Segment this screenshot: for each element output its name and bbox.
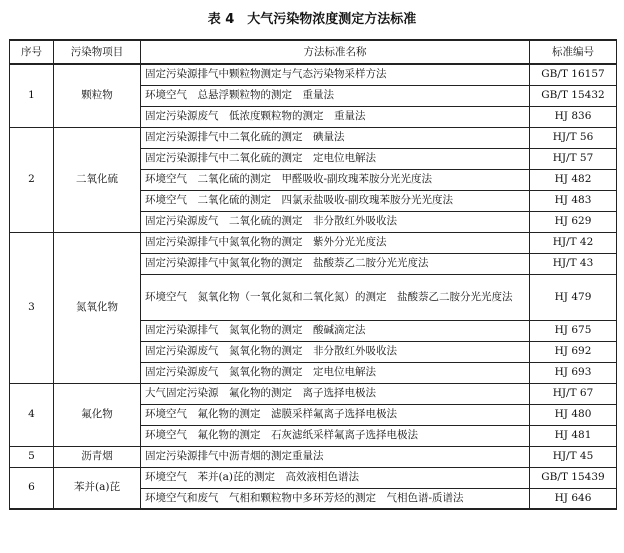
code-cell: HJ 483 <box>530 190 617 211</box>
code-cell: HJ/T 43 <box>530 253 617 274</box>
method-cell: 固定污染源排气 氮氧化物的测定 酸碱滴定法 <box>141 320 530 341</box>
method-cell: 固定污染源排气中沥青烟的测定重量法 <box>141 446 530 467</box>
table-row <box>10 232 617 253</box>
method-cell: 大气固定污染源 氟化物的测定 离子选择电极法 <box>141 383 530 404</box>
method-cell: 固定污染源废气 氮氧化物的测定 定电位电解法 <box>141 362 530 383</box>
table-header <box>10 40 617 64</box>
method-cell: 固定污染源废气 二氧化硫的测定 非分散红外吸收法 <box>141 211 530 232</box>
method-cell: 环境空气 二氧化硫的测定 四氯汞盐吸收-副玫瑰苯胺分光光度法 <box>141 190 530 211</box>
pollutant-cell: 沥青烟 <box>54 446 141 467</box>
pollutant-cell: 颗粒物 <box>54 64 141 127</box>
code-cell: HJ/T 45 <box>530 446 617 467</box>
standards-table <box>9 39 617 510</box>
method-cell: 环境空气 总悬浮颗粒物的测定 重量法 <box>141 85 530 106</box>
col-header-pollutant: 污染物项目 <box>54 40 141 64</box>
table-row <box>10 383 617 404</box>
code-cell: HJ/T 42 <box>530 232 617 253</box>
code-cell: GB/T 15439 <box>530 467 617 488</box>
code-cell: HJ 836 <box>530 106 617 127</box>
code-cell: GB/T 15432 <box>530 85 617 106</box>
method-cell: 环境空气 二氧化硫的测定 甲醛吸收-副玫瑰苯胺分光光度法 <box>141 169 530 190</box>
code-cell: HJ 629 <box>530 211 617 232</box>
seq-cell: 2 <box>10 127 54 232</box>
method-cell: 固定污染源排气中氮氧化物的测定 盐酸萘乙二胺分光光度法 <box>141 253 530 274</box>
seq-cell: 3 <box>10 232 54 383</box>
code-cell: HJ/T 56 <box>530 127 617 148</box>
code-cell: HJ 479 <box>530 274 617 320</box>
method-cell: 环境空气 氟化物的测定 滤膜采样氟离子选择电极法 <box>141 404 530 425</box>
code-cell: HJ 675 <box>530 320 617 341</box>
code-cell: HJ 692 <box>530 341 617 362</box>
seq-cell: 4 <box>10 383 54 446</box>
method-cell: 固定污染源排气中颗粒物测定与气态污染物采样方法 <box>141 64 530 85</box>
seq-cell: 1 <box>10 64 54 127</box>
method-cell: 环境空气和废气 气相和颗粒物中多环芳烃的测定 气相色谱-质谱法 <box>141 488 530 509</box>
code-cell: HJ 693 <box>530 362 617 383</box>
method-cell: 固定污染源排气中二氧化硫的测定 碘量法 <box>141 127 530 148</box>
pollutant-cell: 苯并(a)芘 <box>54 467 141 509</box>
col-header-method: 方法标准名称 <box>141 40 530 64</box>
col-header-seq: 序号 <box>10 40 54 64</box>
table-row <box>10 446 617 467</box>
method-cell: 固定污染源废气 低浓度颗粒物的测定 重量法 <box>141 106 530 127</box>
code-cell: HJ/T 67 <box>530 383 617 404</box>
code-cell: HJ 480 <box>530 404 617 425</box>
code-cell: HJ 646 <box>530 488 617 509</box>
seq-cell: 5 <box>10 446 54 467</box>
col-header-code: 标准编号 <box>530 40 617 64</box>
method-cell: 环境空气 氮氧化物（一氧化氮和二氧化氮）的测定 盐酸萘乙二胺分光光度法 <box>141 274 530 320</box>
pollutant-cell: 氮氧化物 <box>54 232 141 383</box>
method-cell: 固定污染源废气 氮氧化物的测定 非分散红外吸收法 <box>141 341 530 362</box>
pollutant-cell: 氟化物 <box>54 383 141 446</box>
table-row <box>10 127 617 148</box>
seq-cell: 6 <box>10 467 54 509</box>
code-cell: HJ 481 <box>530 425 617 446</box>
table-row <box>10 467 617 488</box>
table-row <box>10 64 617 85</box>
code-cell: GB/T 16157 <box>530 64 617 85</box>
code-cell: HJ 482 <box>530 169 617 190</box>
table-title: 表 4 大气污染物浓度测定方法标准 <box>207 12 417 27</box>
method-cell: 固定污染源排气中二氧化硫的测定 定电位电解法 <box>141 148 530 169</box>
table-body <box>10 64 617 509</box>
pollutant-cell: 二氧化硫 <box>54 127 141 232</box>
method-cell: 环境空气 苯并(a)芘的测定 高效液相色谱法 <box>141 467 530 488</box>
method-cell: 环境空气 氟化物的测定 石灰滤纸采样氟离子选择电极法 <box>141 425 530 446</box>
code-cell: HJ/T 57 <box>530 148 617 169</box>
method-cell: 固定污染源排气中氮氧化物的测定 紫外分光光度法 <box>141 232 530 253</box>
